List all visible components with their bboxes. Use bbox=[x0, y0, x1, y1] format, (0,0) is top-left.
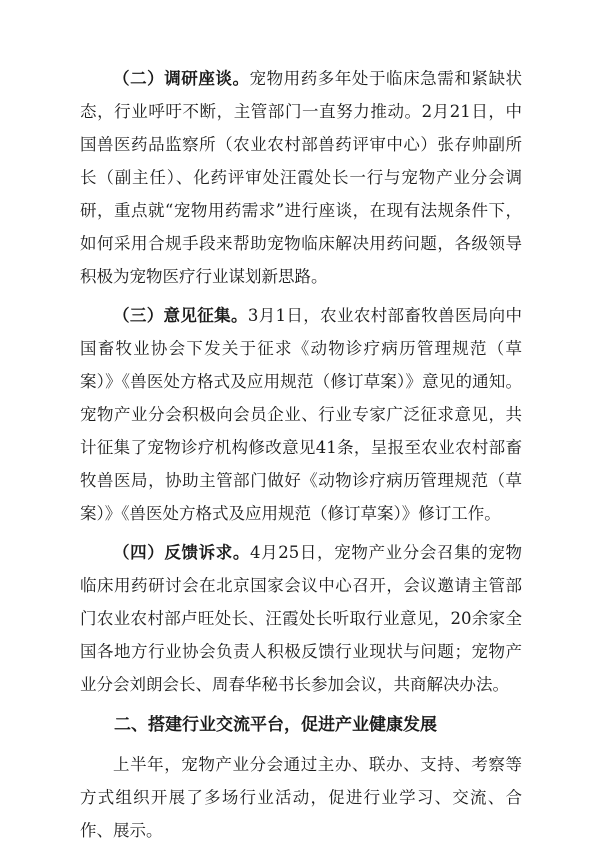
section-heading: （二）调研座谈。 bbox=[113, 69, 250, 88]
section-body: 宠物用药多年处于临床急需和紧缺状态，行业呼吁不断，主管部门一直努力推动。2月21日，中国兽医药品监察所（农业农村部兽药评审中心）张存帅副所长（副主任）、化药评审处汪霞处长一行与宠物产业分会调研，重点就“宠物用药需求”进行座谈，在现有法规条件下，如何采用合规手段来帮助宠物临床解决用药问题，各级领导积极为宠物医疗行业谋划新思路。 bbox=[80, 69, 523, 286]
closing-paragraph: 上半年，宠物产业分会通过主办、联办、支持、考察等方式组织开展了多场行业活动，促进行业学习、交流、合作、展示。 bbox=[80, 755, 522, 840]
section-opinion-collection bbox=[80, 299, 522, 530]
section-body: 4月25日，宠物产业分会召集的宠物临床用药研讨会在北京国家会议中心召开，会议邀请主管部门农业农村部卢旺处长、汪霞处长听取行业意见，20余家全国各地方行业协会负责人积极反馈行业现状与问题；宠物产业分会刘朗会长、周春华秘书长参加会议，共商解决办法。 bbox=[80, 543, 522, 694]
chapter-heading: 二、搭建行业交流平台，促进产业健康发展 bbox=[114, 715, 437, 735]
section-research-meeting bbox=[80, 62, 522, 293]
section-heading: （四）反馈诉求。 bbox=[113, 543, 251, 562]
section-body: 3月1日，农业农村部畜牧兽医局向中国畜牧业协会下发关于征求《动物诊疗病历管理规范（草案）》《兽医处方格式及应用规范（修订草案）》意见的通知。宠物产业分会积极向会员企业、行业专家广泛征求意见，共计征集了宠物诊疗机构修改意见41条，呈报至农业农村部畜牧兽医局，协助主管部门做好《动物诊疗病历管理规范（草案）》《兽医处方格式及应用规范（修订草案）》修订工作。 bbox=[80, 306, 523, 523]
section-heading: （三）意见征集。 bbox=[113, 306, 248, 325]
section-feedback bbox=[80, 536, 522, 701]
